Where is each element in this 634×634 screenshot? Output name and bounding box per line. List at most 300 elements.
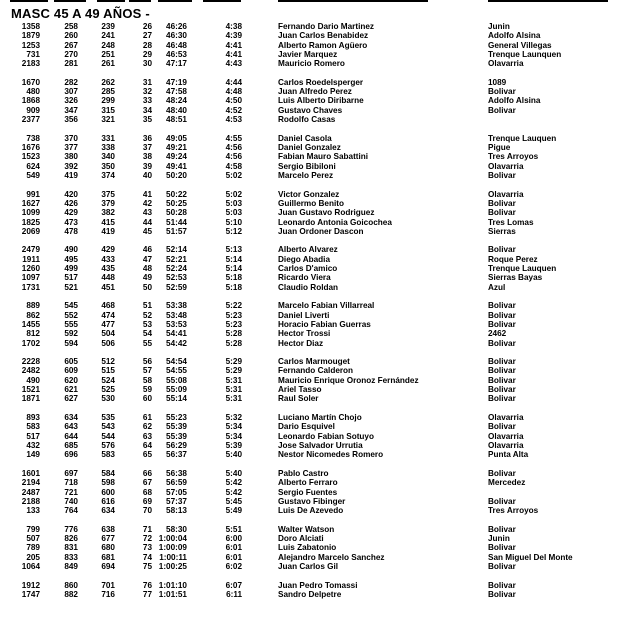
bib-number: 1099 — [21, 208, 40, 218]
overall-position: 281 — [64, 59, 78, 69]
category-position: 77 — [142, 589, 152, 599]
runner-name: Fernando Dario Martinez — [278, 22, 374, 31]
city: Bolivar — [488, 105, 516, 115]
pace: 5:34 — [225, 431, 242, 441]
finish-time: 52:59 — [166, 282, 187, 292]
header-rule-5 — [158, 0, 192, 2]
table-row — [0, 143, 634, 152]
city: Bolivar — [488, 394, 516, 404]
category-position: 29 — [142, 49, 152, 59]
runner-name: Carlos D'amico — [278, 264, 338, 274]
city: Bolivar — [488, 319, 516, 329]
pace: 5:40 — [225, 450, 242, 460]
gender-position: 262 — [101, 77, 115, 87]
finish-time: 54:41 — [166, 329, 187, 339]
gender-position: 515 — [101, 366, 115, 376]
category-position: 71 — [142, 524, 152, 534]
pace: 5:40 — [225, 468, 242, 478]
category-position: 32 — [142, 87, 152, 97]
bib-number: 1670 — [21, 77, 40, 87]
header-rule-4 — [129, 0, 151, 2]
table-row — [0, 320, 634, 329]
finish-time: 48:24 — [166, 96, 187, 106]
pace: 4:52 — [225, 105, 242, 115]
overall-position: 499 — [64, 264, 78, 274]
runner-name: Javier Marquez — [278, 49, 338, 59]
category-position: 43 — [142, 208, 152, 218]
table-row — [0, 218, 634, 227]
gender-position: 583 — [101, 450, 115, 460]
gender-position: 248 — [101, 40, 115, 50]
bib-number: 149 — [26, 450, 40, 460]
bib-number: 1358 — [21, 22, 40, 31]
gender-position: 375 — [101, 189, 115, 199]
overall-position: 419 — [64, 170, 78, 180]
overall-position: 426 — [64, 198, 78, 208]
city: Bolivar — [488, 198, 516, 208]
pace: 4:38 — [225, 22, 242, 31]
overall-position: 721 — [64, 487, 78, 497]
overall-position: 776 — [64, 524, 78, 534]
pace: 6:00 — [225, 534, 242, 544]
table-row — [0, 376, 634, 385]
overall-position: 740 — [64, 496, 78, 506]
finish-time: 52:53 — [166, 273, 187, 283]
category-position: 53 — [142, 319, 152, 329]
gender-position: 543 — [101, 422, 115, 432]
overall-position: 643 — [64, 422, 78, 432]
runner-name: Jose Salvador Urrutia — [278, 440, 363, 450]
pace: 5:14 — [225, 264, 242, 274]
overall-position: 380 — [64, 152, 78, 162]
city: General Villegas — [488, 40, 552, 50]
results-table — [0, 22, 634, 599]
gender-position: 285 — [101, 87, 115, 97]
category-position: 73 — [142, 543, 152, 553]
city: Bolivar — [488, 357, 516, 367]
overall-position: 473 — [64, 217, 78, 227]
gender-position: 239 — [101, 22, 115, 31]
overall-position: 282 — [64, 77, 78, 87]
table-row — [0, 413, 634, 422]
runner-name: Mauricio Romero — [278, 59, 345, 69]
runner-name: Daniel Liverti — [278, 310, 330, 320]
bib-number: 1825 — [21, 217, 40, 227]
city: Olavarria — [488, 440, 524, 450]
city: Tres Arroyos — [488, 152, 539, 162]
city: Sierras — [488, 226, 516, 236]
bib-number: 1455 — [21, 319, 40, 329]
bib-number: 1912 — [21, 580, 40, 590]
gender-position: 331 — [101, 133, 115, 143]
table-row — [0, 450, 634, 459]
city: 2462 — [488, 329, 507, 339]
table-row — [0, 366, 634, 375]
overall-position: 644 — [64, 431, 78, 441]
pace: 5:31 — [225, 385, 242, 395]
finish-time: 1:01:10 — [158, 580, 187, 590]
pace: 5:22 — [225, 301, 242, 311]
city: Adolfo Alsina — [488, 31, 541, 41]
pace: 6:07 — [225, 580, 242, 590]
table-row — [0, 357, 634, 366]
pace: 5:42 — [225, 487, 242, 497]
bib-number: 2482 — [21, 366, 40, 376]
city: Punta Alta — [488, 450, 529, 460]
gender-position: 600 — [101, 487, 115, 497]
gender-position: 350 — [101, 161, 115, 171]
runner-name: Walter Watson — [278, 524, 335, 534]
bib-number: 1627 — [21, 198, 40, 208]
table-row — [0, 87, 634, 96]
city: Bolivar — [488, 366, 516, 376]
pace: 5:18 — [225, 273, 242, 283]
pace: 5:03 — [225, 208, 242, 218]
finish-time: 55:08 — [166, 375, 187, 385]
city: 1089 — [488, 77, 507, 87]
category-position: 40 — [142, 170, 152, 180]
bib-number: 1911 — [22, 254, 40, 264]
gender-position: 477 — [101, 319, 115, 329]
overall-position: 356 — [64, 115, 78, 125]
runner-name: Diego Abadia — [278, 254, 331, 264]
pace: 5:14 — [225, 254, 242, 264]
gender-position: 338 — [101, 143, 115, 153]
pace: 4:50 — [225, 96, 242, 106]
overall-position: 490 — [64, 245, 78, 255]
category-position: 45 — [142, 226, 152, 236]
table-row — [0, 329, 634, 338]
city: Azul — [488, 282, 506, 292]
overall-position: 620 — [64, 375, 78, 385]
finish-time: 46:30 — [166, 31, 187, 41]
pace: 5:31 — [225, 394, 242, 404]
finish-time: 56:38 — [166, 468, 187, 478]
category-position: 61 — [142, 413, 152, 423]
table-row — [0, 31, 634, 40]
city: Adolfo Alsina — [488, 96, 541, 106]
table-row — [0, 553, 634, 562]
bib-number: 2377 — [21, 115, 40, 125]
table-row — [0, 301, 634, 310]
pace: 5:28 — [225, 338, 242, 348]
category-position: 35 — [142, 115, 152, 125]
bib-number: 738 — [26, 133, 40, 143]
table-row — [0, 134, 634, 143]
runner-name: Juan Ordoner Dascon — [278, 226, 364, 236]
city: Olavarria — [488, 189, 524, 199]
runner-name: Luis Zabatonio — [278, 543, 337, 553]
runner-name: Hector Diaz — [278, 338, 324, 348]
gender-position: 474 — [101, 310, 115, 320]
table-row — [0, 506, 634, 515]
runner-name: Juan Carlos Gil — [278, 561, 339, 571]
city: Bolivar — [488, 580, 516, 590]
runner-name: Dario Esquivel — [278, 422, 335, 432]
bib-number: 1676 — [21, 143, 40, 153]
gender-position: 241 — [101, 31, 115, 41]
overall-position: 420 — [64, 189, 78, 199]
finish-time: 52:21 — [166, 254, 187, 264]
city: Olavarria — [488, 59, 524, 69]
bib-number: 812 — [26, 329, 40, 339]
bib-number: 1702 — [21, 338, 40, 348]
table-row — [0, 469, 634, 478]
header-rule-2 — [54, 0, 86, 2]
runner-name: Juan Gustavo Rodriguez — [278, 208, 375, 218]
runner-name: Nestor Nicomedes Romero — [278, 450, 384, 460]
table-row — [0, 581, 634, 590]
city: Bolivar — [488, 589, 516, 599]
overall-position: 860 — [64, 580, 78, 590]
runner-name: Ariel Tasso — [278, 385, 322, 395]
pace: 5:39 — [225, 440, 242, 450]
city: Bolivar — [488, 468, 516, 478]
runner-name: Claudio Roldan — [278, 282, 339, 292]
gender-position: 415 — [101, 217, 115, 227]
city: Bolivar — [488, 524, 516, 534]
table-row — [0, 543, 634, 552]
gender-position: 468 — [101, 301, 115, 311]
pace: 5:12 — [225, 226, 242, 236]
category-position: 70 — [142, 506, 152, 516]
city: Trenque Launquen — [488, 49, 562, 59]
overall-position: 764 — [64, 506, 78, 516]
pace: 4:41 — [225, 49, 242, 59]
header-rule-7 — [278, 0, 428, 2]
category-position: 27 — [142, 31, 152, 41]
bib-number: 133 — [26, 506, 40, 516]
pace: 4:55 — [225, 133, 242, 143]
pace: 4:44 — [225, 77, 242, 87]
table-row — [0, 78, 634, 87]
city: Junin — [488, 534, 510, 544]
finish-time: 49:24 — [166, 152, 187, 162]
gender-position: 382 — [101, 208, 115, 218]
table-row — [0, 432, 634, 441]
bib-number: 889 — [26, 301, 40, 311]
category-position: 51 — [142, 301, 152, 311]
pace: 4:48 — [225, 87, 242, 97]
finish-time: 48:40 — [166, 105, 187, 115]
gender-position: 680 — [101, 543, 115, 553]
runner-name: Daniel Casola — [278, 133, 332, 143]
table-row — [0, 59, 634, 68]
finish-time: 55:09 — [166, 385, 187, 395]
table-row — [0, 590, 634, 599]
pace: 5:29 — [225, 357, 242, 367]
table-row — [0, 171, 634, 180]
category-position: 30 — [142, 59, 152, 69]
category-position: 52 — [142, 310, 152, 320]
finish-time: 52:14 — [166, 245, 187, 255]
city: Tres Lomas — [488, 217, 534, 227]
category-position: 62 — [142, 422, 152, 432]
pace: 5:29 — [225, 366, 242, 376]
category-position: 67 — [142, 478, 152, 488]
bib-number: 991 — [26, 189, 40, 199]
bib-number: 731 — [26, 49, 40, 59]
pace: 5:03 — [225, 198, 242, 208]
finish-time: 50:28 — [166, 208, 187, 218]
runner-name: Victor Gonzalez — [278, 189, 340, 199]
pace: 4:58 — [225, 161, 242, 171]
finish-time: 47:17 — [166, 59, 187, 69]
table-row — [0, 50, 634, 59]
finish-time: 49:21 — [166, 143, 187, 153]
pace: 5:02 — [225, 170, 242, 180]
category-position: 66 — [142, 468, 152, 478]
bib-number: 432 — [26, 440, 40, 450]
overall-position: 370 — [64, 133, 78, 143]
table-row — [0, 106, 634, 115]
bib-number: 909 — [26, 105, 40, 115]
bib-number: 2487 — [21, 487, 40, 497]
overall-position: 831 — [64, 543, 78, 553]
gender-position: 638 — [101, 524, 115, 534]
category-position: 58 — [142, 375, 152, 385]
gender-position: 419 — [101, 226, 115, 236]
finish-time: 47:58 — [166, 87, 187, 97]
pace: 5:32 — [225, 413, 242, 423]
overall-position: 627 — [64, 394, 78, 404]
category-position: 46 — [142, 245, 152, 255]
runner-name: Rodolfo Casas — [278, 115, 336, 125]
overall-position: 882 — [64, 589, 78, 599]
category-position: 26 — [142, 22, 152, 31]
header-rule-1 — [10, 0, 48, 2]
pace: 5:34 — [225, 422, 242, 432]
pace: 5:23 — [225, 319, 242, 329]
gender-position: 340 — [101, 152, 115, 162]
bib-number: 2228 — [21, 357, 40, 367]
finish-time: 57:05 — [166, 487, 187, 497]
overall-position: 592 — [64, 329, 78, 339]
pace: 4:53 — [225, 115, 242, 125]
table-row — [0, 497, 634, 506]
city: Bolivar — [488, 301, 516, 311]
bib-number: 1097 — [21, 273, 40, 283]
overall-position: 521 — [64, 282, 78, 292]
category-position: 39 — [142, 161, 152, 171]
category-position: 47 — [142, 254, 152, 264]
bib-number: 490 — [26, 375, 40, 385]
runner-name: Ricardo Viera — [278, 273, 331, 283]
category-position: 28 — [142, 40, 152, 50]
pace: 4:56 — [225, 143, 242, 153]
pace: 5:18 — [225, 282, 242, 292]
bib-number: 205 — [26, 552, 40, 562]
table-row — [0, 441, 634, 450]
header-rule-6 — [203, 0, 241, 2]
category-position: 64 — [142, 440, 152, 450]
gender-position: 524 — [101, 375, 115, 385]
table-row — [0, 199, 634, 208]
overall-position: 260 — [64, 31, 78, 41]
gender-position: 576 — [101, 440, 115, 450]
city: Bolivar — [488, 245, 516, 255]
gender-position: 634 — [101, 506, 115, 516]
city: Mercedez — [488, 478, 526, 488]
finish-time: 50:20 — [166, 170, 187, 180]
runner-name: Guillermo Benito — [278, 198, 344, 208]
pace: 5:10 — [225, 217, 242, 227]
bib-number: 2188 — [21, 496, 40, 506]
finish-time: 53:38 — [166, 301, 187, 311]
table-row — [0, 22, 634, 31]
bib-number: 583 — [26, 422, 40, 432]
city: Roque Perez — [488, 254, 538, 264]
pace: 5:23 — [225, 310, 242, 320]
runner-name: Sandro Delpetre — [278, 589, 342, 599]
bib-number: 2194 — [21, 478, 40, 488]
bib-number: 549 — [26, 170, 40, 180]
gender-position: 584 — [101, 468, 115, 478]
table-row — [0, 283, 634, 292]
category-position: 59 — [142, 385, 152, 395]
city: Bolivar — [488, 208, 516, 218]
gender-position: 433 — [101, 254, 115, 264]
finish-time: 56:29 — [166, 440, 187, 450]
gender-position: 374 — [101, 170, 115, 180]
runner-name: Fernando Calderon — [278, 366, 354, 376]
finish-time: 55:23 — [166, 413, 187, 423]
city: Bolivar — [488, 170, 516, 180]
finish-time: 48:51 — [166, 115, 187, 125]
finish-time: 56:37 — [166, 450, 187, 460]
overall-position: 826 — [64, 534, 78, 544]
pace: 5:49 — [225, 506, 242, 516]
finish-time: 55:39 — [166, 422, 187, 432]
bib-number: 1064 — [21, 561, 40, 571]
runner-name: Marcelo Perez — [278, 170, 334, 180]
bib-number: 799 — [26, 524, 40, 534]
finish-time: 53:48 — [166, 310, 187, 320]
city: Bolivar — [488, 496, 516, 506]
table-row — [0, 534, 634, 543]
overall-position: 377 — [64, 143, 78, 153]
gender-position: 448 — [101, 273, 115, 283]
bib-number: 1253 — [21, 40, 40, 50]
finish-time: 58:13 — [166, 506, 187, 516]
gender-position: 677 — [101, 534, 115, 544]
gender-position: 525 — [101, 385, 115, 395]
header-rule-8 — [488, 0, 608, 2]
category-position: 65 — [142, 450, 152, 460]
finish-time: 56:59 — [166, 478, 187, 488]
runner-name: Alberto Ramon Agüero — [278, 40, 368, 50]
category-position: 42 — [142, 198, 152, 208]
bib-number: 862 — [26, 310, 40, 320]
gender-position: 321 — [101, 115, 115, 125]
city: Bolivar — [488, 87, 516, 97]
table-row — [0, 245, 634, 254]
city: Bolivar — [488, 338, 516, 348]
pace: 5:51 — [225, 524, 242, 534]
runner-name: Sergio Bibiloni — [278, 161, 336, 171]
table-row — [0, 422, 634, 431]
finish-time: 53:53 — [166, 319, 187, 329]
table-row — [0, 96, 634, 105]
city: Tres Arroyos — [488, 506, 539, 516]
gender-position: 598 — [101, 478, 115, 488]
bib-number: 1521 — [21, 385, 40, 395]
runner-name: Alejandro Marcelo Sanchez — [278, 552, 385, 562]
finish-time: 49:05 — [166, 133, 187, 143]
overall-position: 429 — [64, 208, 78, 218]
runner-name: Juan Pedro Tomassi — [278, 580, 358, 590]
bib-number: 1731 — [21, 282, 40, 292]
